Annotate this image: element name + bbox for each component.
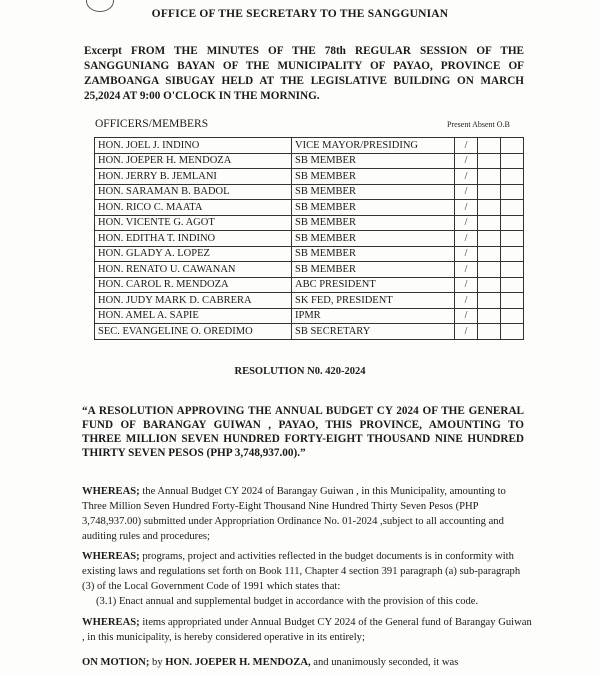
present-mark: /: [455, 293, 478, 309]
present-mark: /: [455, 246, 478, 262]
attendance-table: [94, 137, 524, 340]
ob-mark: [501, 277, 524, 293]
attendance-columns-header: Present Absent O.B: [447, 120, 510, 129]
ob-mark: [501, 215, 524, 231]
paragraph-text: programs, project and activities reflected in the budget documents is in conformity with existing laws and regulations set forth on Book 111, Chapter 4 section 391 paragraph (a) sub-paragraph (3) of the Local Government Code of 1991 which states that:: [82, 551, 521, 592]
absent-mark: [478, 308, 501, 324]
ob-mark: [501, 262, 524, 278]
ob-mark: [501, 246, 524, 262]
absent-mark: [478, 262, 501, 278]
officer-row: [95, 184, 524, 200]
ob-mark: [501, 231, 524, 247]
absent-mark: [478, 246, 501, 262]
officer-name: HON. JOEPER H. MENDOZA: [95, 153, 292, 169]
absent-mark: [478, 169, 501, 185]
officer-position: IPMR: [292, 308, 455, 324]
paragraph-lead: WHEREAS;: [82, 486, 140, 497]
on-motion-paragraph: [82, 655, 532, 670]
officer-name: HON. CAROL R. MENDOZA: [95, 277, 292, 293]
officer-position: SB MEMBER: [292, 200, 455, 216]
officer-position: VICE MAYOR/PRESIDING: [292, 138, 455, 154]
officer-position: SB MEMBER: [292, 184, 455, 200]
paragraph-lead: WHEREAS;: [82, 551, 140, 562]
officer-name: HON. AMEL A. SAPIE: [95, 308, 292, 324]
minutes-excerpt: Excerpt FROM THE MINUTES OF THE 78th REGULAR SESSION OF THE SANGGUNIANG BAYAN OF THE MUNICIPALITY OF PAYAO, PROVINCE OF ZAMBOANGA SIBUGAY HELD AT THE LEGISLATIVE BUILDING ON MARCH 25,2024 AT 9:00 O'CLOCK IN THE MORNING.: [84, 45, 524, 102]
officer-position: SB MEMBER: [292, 262, 455, 278]
absent-mark: [478, 277, 501, 293]
present-mark: /: [455, 215, 478, 231]
absent-mark: [478, 231, 501, 247]
present-mark: /: [455, 231, 478, 247]
whereas-paragraph-2: [82, 549, 532, 609]
officer-row: [95, 246, 524, 262]
officer-name: HON. EDITHA T. INDINO: [95, 231, 292, 247]
officer-position: SB MEMBER: [292, 169, 455, 185]
absent-mark: [478, 184, 501, 200]
mover-name: HON. JOEPER H. MENDOZA,: [165, 657, 311, 668]
absent-mark: [478, 138, 501, 154]
ob-mark: [501, 153, 524, 169]
officer-position: SB MEMBER: [292, 246, 455, 262]
absent-mark: [478, 153, 501, 169]
present-mark: /: [455, 169, 478, 185]
ob-mark: [501, 169, 524, 185]
ob-mark: [501, 184, 524, 200]
officer-row: [95, 200, 524, 216]
ob-mark: [501, 138, 524, 154]
present-mark: /: [455, 277, 478, 293]
whereas-paragraph-3: [82, 615, 532, 645]
officer-row: [95, 138, 524, 154]
office-title: OFFICE OF THE SECRETARY TO THE SANGGUNIAN: [151, 8, 449, 20]
present-mark: /: [455, 308, 478, 324]
present-mark: /: [455, 138, 478, 154]
officer-name: HON. RENATO U. CAWANAN: [95, 262, 292, 278]
officers-heading: OFFICERS/MEMBERS: [95, 118, 209, 130]
present-mark: /: [455, 184, 478, 200]
officer-name: HON. RICO C. MAATA: [95, 200, 292, 216]
officer-row: [95, 215, 524, 231]
present-mark: /: [455, 153, 478, 169]
paragraph-text: items appropriated under Annual Budget CY 2024 of the General fund of Barangay Guiwan , in this municipality, is hereby considered operative in its entirely;: [82, 617, 532, 643]
officer-name: SEC. EVANGELINE O. OREDIMO: [95, 324, 292, 340]
officer-name: HON. VICENTE G. AGOT: [95, 215, 292, 231]
paragraph-subitem: (3.1) Enact annual and supplemental budget in accordance with the provision of this code.: [96, 596, 479, 607]
officer-row: [95, 277, 524, 293]
officer-row: [95, 308, 524, 324]
resolution-title: “A RESOLUTION APPROVING THE ANNUAL BUDGET CY 2024 OF THE GENERAL FUND OF BARANGAY GUIWAN , PAYAO, THIS PROVINCE, AMOUNTING TO THREE MILLION SEVEN HUNDRED FORTY-EIGHT THOUSAND NINE HUNDRED THIRTY SEVEN PESOS (PHP 3,748,937.00).”: [82, 405, 524, 459]
officer-position: SB SECRETARY: [292, 324, 455, 340]
resolution-number: RESOLUTION N0. 420-2024: [234, 366, 366, 377]
paragraph-text: and unanimously seconded, it was: [310, 657, 459, 668]
paragraph-lead: ON MOTION;: [82, 657, 150, 668]
paragraph-text: the Annual Budget CY 2024 of Barangay Guiwan , in this Municipality, amounting to Three Million Seven Hundred Forty-Eight Thousand Nine Hundred Thirty Seven Pesos (PHP 3,748,937.00) submitted under Appropriation Ordinance No. 01-2024 ,subject to all accounting and auditing rules and procedures;: [82, 486, 506, 542]
paragraph-text: by: [149, 657, 166, 668]
whereas-paragraph-1: [82, 484, 532, 544]
officer-row: [95, 231, 524, 247]
officer-position: SB MEMBER: [292, 153, 455, 169]
officer-position: ABC PRESIDENT: [292, 277, 455, 293]
officer-row: [95, 324, 524, 340]
officer-position: SB MEMBER: [292, 215, 455, 231]
present-mark: /: [455, 262, 478, 278]
ob-mark: [501, 200, 524, 216]
absent-mark: [478, 293, 501, 309]
present-mark: /: [455, 324, 478, 340]
officer-row: [95, 293, 524, 309]
officer-name: HON. JUDY MARK D. CABRERA: [95, 293, 292, 309]
officer-name: HON. SARAMAN B. BADOL: [95, 184, 292, 200]
officer-name: HON. JOEL J. INDINO: [95, 138, 292, 154]
ob-mark: [501, 308, 524, 324]
absent-mark: [478, 324, 501, 340]
officer-row: [95, 153, 524, 169]
officer-row: [95, 169, 524, 185]
officer-name: HON. GLADY A. LOPEZ: [95, 246, 292, 262]
officer-position: SK FED, PRESIDENT: [292, 293, 455, 309]
officer-position: SB MEMBER: [292, 231, 455, 247]
absent-mark: [478, 200, 501, 216]
ob-mark: [501, 324, 524, 340]
absent-mark: [478, 215, 501, 231]
officer-row: [95, 262, 524, 278]
paragraph-lead: WHEREAS;: [82, 617, 140, 628]
present-mark: /: [455, 200, 478, 216]
ob-mark: [501, 293, 524, 309]
officer-name: HON. JERRY B. JEMLANI: [95, 169, 292, 185]
